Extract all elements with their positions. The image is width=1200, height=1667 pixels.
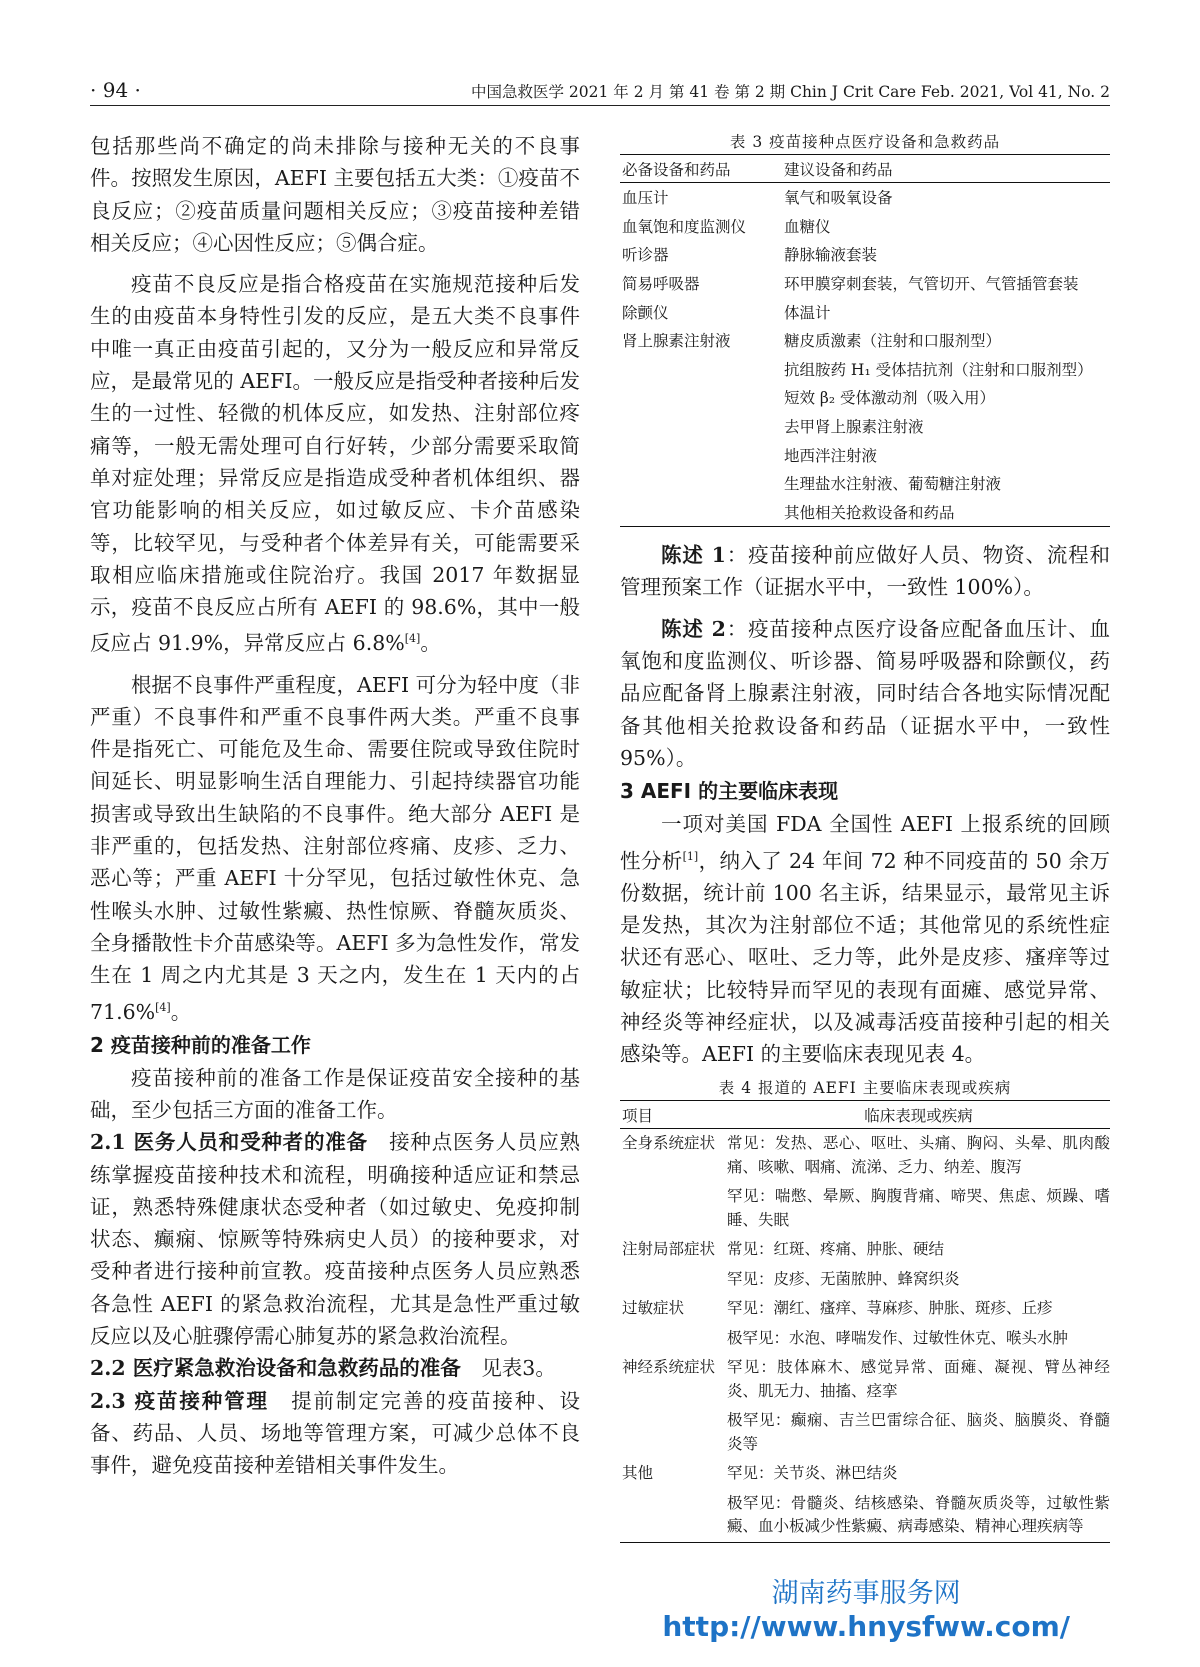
table-row xyxy=(620,326,1110,355)
subsection-2-1 xyxy=(90,1126,580,1352)
left-column xyxy=(90,130,580,1482)
table-cell-detail: 静脉输液套装 xyxy=(784,246,878,265)
table-cell-category xyxy=(620,440,782,469)
citation-ref[interactable]: [4] xyxy=(155,1000,171,1014)
table-cell-detail: 短效 β₂ 受体激动剂（吸入用） xyxy=(784,389,996,408)
table-cell-detail: 罕见：皮疹、无菌脓肿、蜂窝织炎 xyxy=(727,1269,960,1288)
table-cell-detail: 罕见：喘憋、晕厥、胸腹背痛、啼哭、焦虑、烦躁、嗜睡、失眠 xyxy=(727,1187,1110,1229)
paragraph-severity xyxy=(90,669,580,1028)
statement-label: 陈述 2 xyxy=(661,616,726,641)
table-row xyxy=(620,1294,1110,1324)
table-row xyxy=(620,212,1110,241)
table-cell-category xyxy=(620,469,782,498)
table-cell-detail: 去甲肾上腺素注射液 xyxy=(784,418,924,437)
paragraph-text: 疫苗不良反应是指合格疫苗在实施规范接种后发生的由疫苗本身特性引发的反应，是五大类不良事件中唯一真正由疫苗引起的，又分为一般反应和异常反应，是最常见的 AEFI。一般反应是指受种者接种后发生的一过性、轻微的机体反应，如发热、注射部位疼痛等，一般无需处理可自行好转，少部分需要采取简单对症处理；异常反应是指造成受种者机体组织、器官功能影响的相关反应，如过敏反应、卡介苗感染等，比较罕见，与受种者个体差异有关，可能需要采取相应临床措施或住院治疗。我国 2017 年数据显示，疫苗不良反应占所有 AEFI 的 98.6%，其中一般反应占 91.9%，异常反应占 6.8% xyxy=(90,272,580,656)
table-cell-category xyxy=(620,355,782,384)
subsection-body: 提前制定完善的疫苗接种、设备、药品、人员、场地等管理方案，可减少总体不良事件，避免疫苗接种差错相关事件发生。 xyxy=(90,1388,580,1478)
table-cell-detail: 血糖仪 xyxy=(784,217,831,236)
table-cell-category: 肾上腺素注射液 xyxy=(622,332,731,351)
subsection-body: 见表3。 xyxy=(481,1356,556,1381)
journal-info: 中国急救医学 2021 年 2 月 第 41 卷 第 2 期 Chin J Crit Care Feb. 2021, Vol 41, No. 2 xyxy=(471,83,1110,101)
table-row xyxy=(620,1459,1110,1489)
table-cell-detail: 其他相关抢救设备和药品 xyxy=(782,498,1110,527)
table-cell-category: 全身系统症状 xyxy=(622,1134,716,1153)
table-row xyxy=(620,1353,1110,1406)
table-row xyxy=(620,269,1110,298)
table-cell-detail: 氧气和吸氧设备 xyxy=(784,189,893,208)
table3-caption: 表 3 疫苗接种点医疗设备和急救药品 xyxy=(729,133,1001,151)
table-cell-category: 神经系统症状 xyxy=(622,1358,716,1377)
table-cell-category: 听诊器 xyxy=(622,246,669,265)
subsection-title: 2.2 医疗紧急救治设备和急救药品的准备 xyxy=(90,1356,461,1381)
table-cell-detail: 环甲膜穿刺套装，气管切开、气管插管套装 xyxy=(784,275,1079,294)
paragraph-aefi-classes: 包括那些尚不确定的尚未排除与接种无关的不良事件。按照发生原因，AEFI 主要包括五大类：①疫苗不良反应；②疫苗质量问题相关反应；③疫苗接种差错相关反应；④心因性反应；⑤偶合症。 xyxy=(90,134,580,255)
table-row xyxy=(620,297,1110,326)
table-row xyxy=(620,1489,1110,1543)
table-cell-category xyxy=(620,383,782,412)
table-row xyxy=(620,1182,1110,1235)
citation-ref[interactable]: [1] xyxy=(682,849,699,863)
table3-body xyxy=(620,183,1110,527)
subsection-title: 2.1 医务人员和受种者的准备 xyxy=(90,1130,368,1155)
table-cell-category xyxy=(620,412,782,441)
table-cell-detail: 罕见：关节炎、淋巴结炎 xyxy=(727,1464,898,1483)
right-column xyxy=(620,130,1110,1543)
table-cell-detail: 极罕见：水泡、哮喘发作、过敏性休克、喉头水肿 xyxy=(727,1328,1069,1347)
paragraph-end: 。 xyxy=(420,631,441,656)
section-heading-3: 3 AEFI 的主要临床表现 xyxy=(620,779,839,804)
table-cell-category xyxy=(620,1489,727,1543)
table-cell-detail: 糖皮质激素（注射和口服剂型） xyxy=(784,332,1002,351)
paragraph-end: 。 xyxy=(170,999,192,1024)
subsection-title: 2.3 疫苗接种管理 xyxy=(90,1388,269,1413)
table-header-cell: 临床表现或疾病 xyxy=(727,1101,1110,1129)
paragraph-text: 根据不良事件严重程度，AEFI 可分为轻中度（非严重）不良事件和严重不良事件两大类。严重不良事件是指死亡、可能危及生命、需要住院或导致住院时间延长、明显影响生活自理能力、引起持续器官功能损害或导致出生缺陷的不良事件。绝大部分 AEFI 是非严重的，包括发热、注射部位疼痛、皮疹、乏力、恶心等；严重 AEFI 十分罕见，包括过敏性休克、急性喉头水肿、过敏性紫癜、热性惊厥、脊髓灰质炎、全身播散性卡介苗感染等。AEFI 多为急性发作，常发生在 1 周之内尤其是 3 天之内，发生在 1 天内的占 71.6% xyxy=(90,672,580,1024)
table-cell-detail: 常见：发热、恶心、呕吐、头痛、胸闷、头晕、肌肉酸痛、咳嗽、咽痛、流涕、乏力、纳差、腹泻 xyxy=(727,1134,1110,1176)
table-cell-category: 除颤仪 xyxy=(622,303,669,322)
table-row xyxy=(620,355,1110,384)
table-cell-detail: 极罕见：骨髓炎、结核感染、脊髓灰质炎等，过敏性紫癜、血小板减少性紫癜、病毒感染、精神心理疾病等 xyxy=(727,1489,1110,1543)
table-cell-category: 其他 xyxy=(622,1464,654,1483)
table-cell-detail: 体温计 xyxy=(784,303,831,322)
table-row xyxy=(620,183,1110,212)
statement-1 xyxy=(620,539,1110,604)
watermark xyxy=(662,1578,1070,1644)
table4 xyxy=(620,1100,1110,1543)
table-cell-category: 简易呼吸器 xyxy=(622,275,700,294)
table4-body xyxy=(620,1129,1110,1543)
table-row xyxy=(620,1235,1110,1265)
table-row xyxy=(620,1265,1110,1295)
section-heading-2: 2 疫苗接种前的准备工作 xyxy=(90,1032,311,1057)
table-cell-category: 血氧饱和度监测仪 xyxy=(622,217,747,236)
paragraph-vaccine-reactions xyxy=(90,268,580,659)
table3 xyxy=(620,154,1110,527)
table-row xyxy=(620,240,1110,269)
table-cell-detail: 抗组胺药 H₁ 受体拮抗剂（注射和口服剂型） xyxy=(784,360,1093,379)
table-header-row xyxy=(620,1101,1110,1129)
table-row xyxy=(620,1324,1110,1354)
table-row xyxy=(620,469,1110,498)
table-cell-detail: 罕见：潮红、瘙痒、荨麻疹、肿胀、斑疹、丘疹 xyxy=(727,1299,1053,1318)
subsection-body: 接种点医务人员应熟练掌握疫苗接种技术和流程，明确接种适应证和禁忌证，熟悉特殊健康状态受种者（如过敏史、免疫抑制状态、癫痫、惊厥等特殊病史人员）的接种要求，对受种者进行接种前宣教。疫苗接种点医务人员应熟悉各急性 AEFI 的紧急救治流程，尤其是急性严重过敏反应以及心脏骤停需心肺复苏的紧急救治流程。 xyxy=(90,1130,580,1349)
table-cell-detail: 罕见：肢体麻木、感觉异常、面瘫、凝视、臂丛神经炎、肌无力、抽搐、痉挛 xyxy=(727,1358,1110,1400)
table-cell-detail: 极罕见：癫痫、吉兰巴雷综合征、脑炎、脑膜炎、脊髓炎等 xyxy=(727,1411,1110,1453)
paragraph-preparation: 疫苗接种前的准备工作是保证疫苗安全接种的基础，至少包括三方面的准备工作。 xyxy=(90,1065,580,1122)
table-header-cell: 项目 xyxy=(620,1101,727,1129)
table-cell-detail: 地西泮注射液 xyxy=(784,446,878,465)
running-header xyxy=(90,78,1110,106)
table-row xyxy=(620,412,1110,441)
table-cell-category: 注射局部症状 xyxy=(622,1240,716,1259)
paragraph-text: 一项对美国 FDA 全国性 AEFI 上报系统的回顾性分析 xyxy=(620,812,1110,873)
table-cell-detail: 常见：红斑、疼痛、肿胀、硬结 xyxy=(727,1240,945,1259)
header-rule xyxy=(90,105,1110,106)
statement-2 xyxy=(620,613,1110,774)
statement-body: ：疫苗接种前应做好人员、物资、流程和管理预案工作（证据水平中，一致性 100%）。 xyxy=(620,543,1111,600)
table-row xyxy=(620,498,1110,527)
watermark-name: 湖南药事服务网 xyxy=(771,1578,961,1609)
table-header-cell: 必备设备和药品 xyxy=(620,155,782,183)
watermark-url[interactable]: http://www.hnysfww.com/ xyxy=(662,1610,1070,1643)
table-header-cell: 建议设备和药品 xyxy=(782,155,1110,183)
citation-ref[interactable]: [4] xyxy=(404,632,421,646)
table-cell-category: 血压计 xyxy=(622,189,669,208)
table-header-row xyxy=(620,155,1110,183)
paragraph-clinical xyxy=(620,808,1110,1070)
subsection-2-2 xyxy=(90,1352,580,1384)
table-cell-category xyxy=(620,1324,727,1354)
table4-caption: 表 4 报道的 AEFI 主要临床表现或疾病 xyxy=(718,1079,1012,1098)
table-cell-category xyxy=(620,1406,727,1459)
table-cell-detail: 生理盐水注射液、葡萄糖注射液 xyxy=(784,475,1002,494)
page-number: · 94 · xyxy=(90,78,141,102)
paragraph-rest: ，纳入了 24 年间 72 种不同疫苗的 50 余万份数据，统计前 100 名主诉，结果显示，最常见主诉是发热，其次为注射部位不适；其他常见的系统性症状还有恶心、呕吐、乏力等，此外是皮疹、瘙痒等过敏症状；比较特异而罕见的表现有面瘫、感觉异常、神经炎等神经症状，以及减毒活疫苗接种引起的相关感染等。AEFI 的主要临床表现见表 4。 xyxy=(620,848,1111,1067)
table-row xyxy=(620,440,1110,469)
table-cell-category xyxy=(620,1182,727,1235)
table-cell-category xyxy=(620,1265,727,1295)
table-row xyxy=(620,1406,1110,1459)
statement-label: 陈述 1 xyxy=(661,543,726,568)
table-row xyxy=(620,1129,1110,1183)
subsection-2-3 xyxy=(90,1385,580,1482)
statement-body: ：疫苗接种点医疗设备应配备血压计、血氧饱和度监测仪、听诊器、简易呼吸器和除颤仪，药品应配备肾上腺素注射液，同时结合各地实际情况配备其他相关抢救设备和药品（证据水平中，一致性 95%）。 xyxy=(620,616,1111,770)
table-row xyxy=(620,383,1110,412)
table-cell-category: 过敏症状 xyxy=(622,1299,685,1318)
table-cell-category xyxy=(620,498,782,527)
